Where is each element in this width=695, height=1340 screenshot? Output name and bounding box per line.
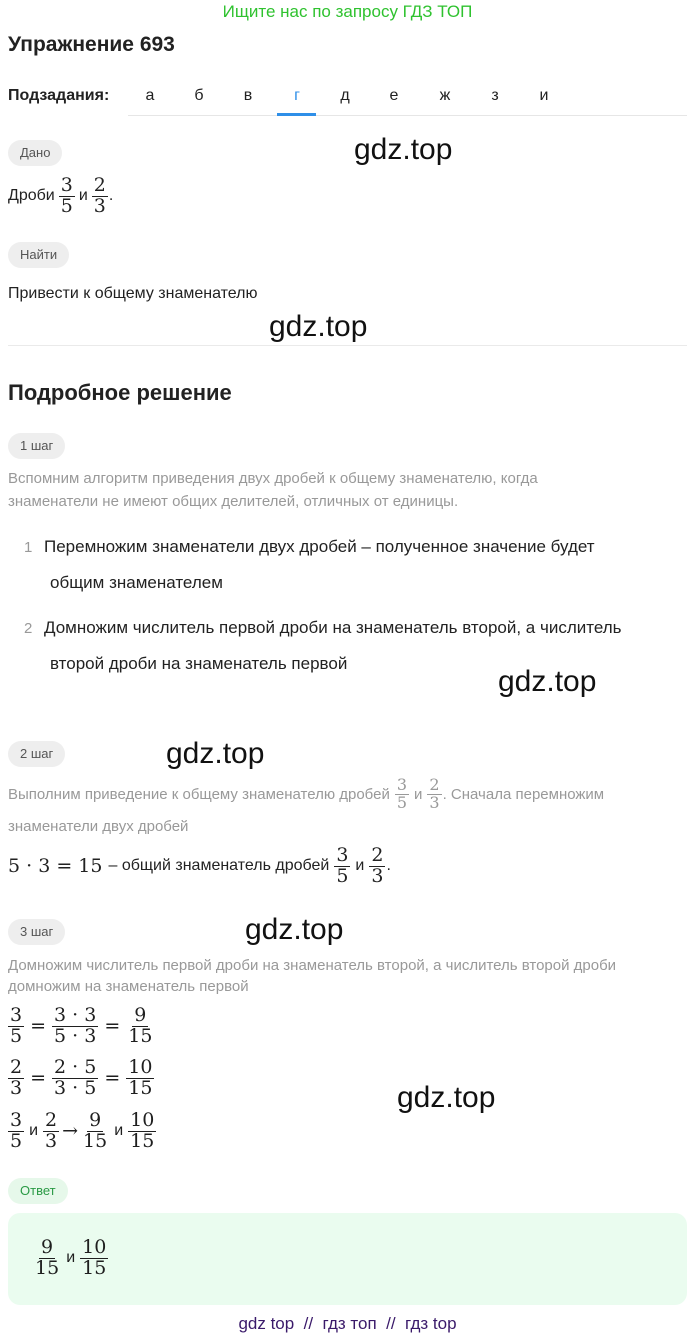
fraction — [126, 1055, 154, 1099]
watermark: gdz.top — [245, 913, 344, 946]
fraction-numerator: 9 — [89, 1108, 102, 1131]
fraction-denominator: 15 — [35, 1256, 60, 1279]
fraction-numerator: 9 — [134, 1003, 147, 1026]
step-1-badge: 1 шаг — [8, 433, 65, 459]
given-fraction-1 — [59, 173, 75, 217]
fraction — [8, 1055, 24, 1099]
fraction-numerator: 2 · 5 — [54, 1055, 97, 1078]
answer-badge: Ответ — [8, 1178, 68, 1204]
watermark: gdz.top — [397, 1081, 496, 1114]
subtask-tab-g[interactable]: г — [294, 87, 300, 104]
fraction-numerator: 2 — [45, 1108, 58, 1131]
fraction-numerator: 2 — [10, 1055, 23, 1078]
fraction-denominator: 3 — [371, 864, 384, 887]
subtask-tab-zh[interactable]: ж — [439, 87, 451, 104]
watermark: gdz.top — [269, 310, 368, 343]
fraction-denominator: 5 — [60, 194, 73, 217]
fraction-denominator: 3 — [10, 1076, 23, 1099]
answer-box — [8, 1213, 687, 1305]
fraction-denominator: 15 — [83, 1129, 108, 1152]
subtasks-label: Подзадания: — [8, 87, 110, 104]
subtask-tab-a[interactable]: а — [145, 87, 155, 104]
conjunction: и — [414, 785, 423, 803]
conjunction: и — [355, 857, 365, 874]
answer-value — [33, 1232, 108, 1284]
fraction-numerator: 2 — [429, 774, 440, 794]
fraction — [334, 843, 350, 887]
step-2-text-line-1 — [8, 768, 604, 820]
step-1-text-line-1: Вспомним алгоритм приведения двух дробей к общему знаменателю, когда — [8, 470, 538, 487]
fraction-denominator: 5 — [336, 864, 349, 887]
equals-sign: = — [104, 1067, 121, 1089]
product-equation: 5 · 3 = 15 — [8, 855, 103, 877]
fraction-denominator: 3 — [93, 194, 106, 217]
fraction — [395, 774, 409, 812]
step-1-text-line-2: знаменатели не имеют общих делителей, отличных от единицы. — [8, 493, 459, 510]
fraction — [427, 774, 441, 812]
given-badge: Дано — [8, 140, 62, 166]
fraction — [80, 1235, 108, 1279]
fraction — [81, 1108, 109, 1152]
equals-sign: = — [30, 1015, 47, 1037]
conjunction: и — [66, 1249, 76, 1266]
fraction-numerator: 3 · 3 — [54, 1003, 97, 1026]
subtask-tab-b[interactable]: б — [194, 87, 204, 104]
list-item-1-line-1: Перемножим знаменатели двух дробей – полученное значение будет — [44, 537, 595, 556]
list-item-number: 2 — [24, 620, 33, 637]
watermark: gdz.top — [166, 737, 265, 770]
fraction — [52, 1003, 98, 1047]
step-3-text-line-1: Домножим числитель первой дроби на знаменатель второй, а числитель второй дроби — [8, 957, 617, 974]
subtask-tab-z[interactable]: з — [491, 87, 499, 104]
list-item-1-line-2: общим знаменателем — [50, 573, 223, 592]
find-text: Привести к общему знаменателю — [8, 285, 258, 302]
fraction — [43, 1108, 59, 1152]
fraction-numerator: 9 — [41, 1235, 54, 1258]
subtask-tab-v[interactable]: в — [243, 87, 253, 104]
find-badge: Найти — [8, 242, 69, 268]
search-banner: Ищите нас по запросу ГДЗ ТОП — [222, 2, 473, 21]
step-2-text-line-2: знаменатели двух дробей — [8, 818, 189, 835]
fraction — [128, 1108, 156, 1152]
fraction-numerator: 3 — [396, 774, 408, 794]
step-3-text-line-2: домножим на знаменатель первой — [8, 978, 249, 995]
equation-text: – общий знаменатель дробей — [108, 857, 330, 874]
fraction — [8, 1108, 24, 1152]
period: . — [386, 857, 391, 874]
fraction-numerator: 10 — [82, 1235, 107, 1258]
fraction-denominator: 3 — [429, 792, 440, 812]
active-tab-indicator — [277, 113, 316, 116]
equation-1 — [8, 1000, 154, 1052]
conjunction: и — [78, 187, 88, 204]
period: . — [108, 187, 114, 204]
equals-sign: = — [30, 1067, 47, 1089]
arrow-icon: → — [62, 1120, 79, 1142]
fraction-denominator: 5 — [396, 792, 408, 812]
fraction-numerator: 10 — [130, 1108, 155, 1131]
fraction — [52, 1055, 98, 1099]
step-2-badge: 2 шаг — [8, 741, 65, 767]
fraction-denominator: 5 · 3 — [54, 1024, 97, 1047]
list-item-2-line-1: Домножим числитель первой дроби на знаменатель второй, а числитель — [44, 618, 622, 637]
fraction-denominator: 5 — [10, 1129, 23, 1152]
fraction-denominator: 5 — [10, 1024, 23, 1047]
fraction-denominator: 3 — [45, 1129, 58, 1152]
watermark: gdz.top — [498, 665, 597, 698]
step-2-text-before: Выполним приведение к общему знаменателю дробей — [8, 785, 390, 803]
fraction-numerator: 3 — [60, 173, 73, 196]
step-3-badge: 3 шаг — [8, 919, 65, 945]
fraction-numerator: 2 — [371, 843, 384, 866]
given-statement — [8, 171, 113, 221]
list-item-2-line-2: второй дроби на знаменатель первой — [50, 654, 348, 673]
fraction-denominator: 15 — [128, 1024, 153, 1047]
conjunction: и — [114, 1122, 124, 1139]
fraction-denominator: 15 — [82, 1256, 107, 1279]
fraction-numerator: 3 — [10, 1108, 23, 1131]
list-item-number: 1 — [24, 539, 33, 556]
fraction-denominator: 3 · 5 — [54, 1076, 97, 1099]
given-fraction-2 — [92, 173, 108, 217]
equation-2 — [8, 1052, 154, 1104]
fraction — [126, 1003, 154, 1047]
subtask-tab-d[interactable]: д — [340, 87, 350, 104]
fraction-numerator: 10 — [128, 1055, 153, 1078]
equation-3 — [8, 1105, 156, 1157]
fraction-numerator: 3 — [10, 1003, 23, 1026]
subtask-tab-i[interactable]: и — [539, 87, 549, 104]
conjunction: и — [29, 1122, 39, 1139]
watermark: gdz.top — [354, 133, 453, 166]
given-text: Дроби — [8, 187, 55, 204]
fraction-numerator: 3 — [336, 843, 349, 866]
fraction-denominator: 15 — [130, 1129, 155, 1152]
subtask-tab-e[interactable]: е — [389, 87, 399, 104]
footer-links[interactable]: gdz top // гдз топ // гдз top — [238, 1314, 457, 1333]
fraction-numerator: 2 — [93, 173, 106, 196]
fraction — [369, 843, 385, 887]
step-2-equation — [8, 840, 391, 892]
equals-sign: = — [104, 1015, 121, 1037]
page-title: Упражнение 693 — [8, 33, 175, 56]
step-2-text-after: . Сначала перемножим — [442, 785, 605, 803]
tabs-divider — [128, 115, 687, 116]
fraction — [8, 1003, 24, 1047]
fraction — [33, 1235, 61, 1279]
solution-heading: Подробное решение — [8, 380, 232, 405]
fraction-denominator: 15 — [128, 1076, 153, 1099]
section-divider — [8, 345, 687, 346]
